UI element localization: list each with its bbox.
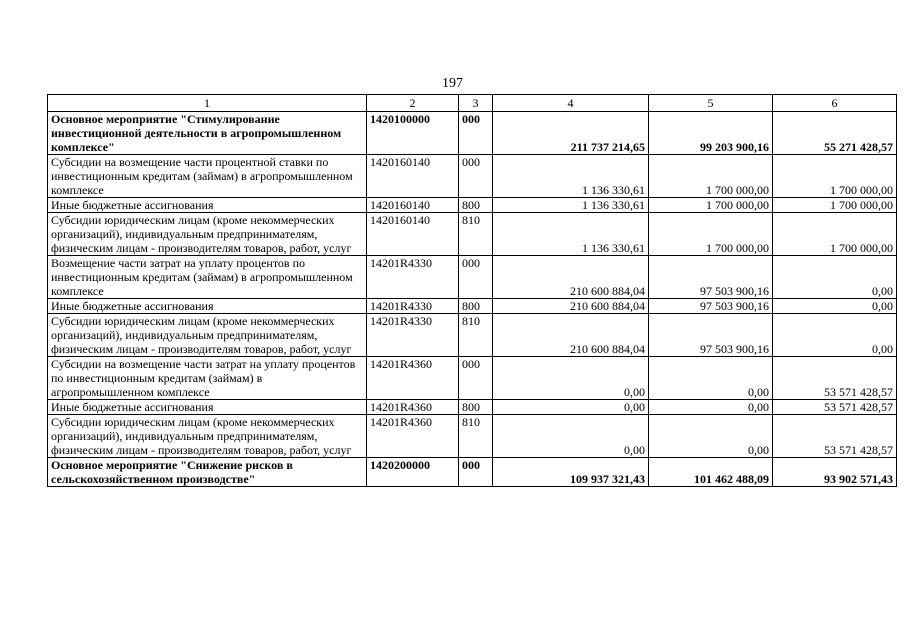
cell-amount-col6: 1 700 000,00	[773, 213, 897, 256]
cell-amount-col6: 0,00	[773, 256, 897, 299]
cell-expense-type: 800	[459, 299, 493, 314]
cell-expense-type: 800	[459, 198, 493, 213]
cell-amount-col5: 1 700 000,00	[649, 198, 773, 213]
cell-amount-col4: 210 600 884,04	[493, 299, 649, 314]
cell-amount-col5: 0,00	[649, 415, 773, 458]
cell-expense-type: 000	[459, 112, 493, 155]
cell-amount-col4: 0,00	[493, 357, 649, 400]
cell-amount-col6: 53 571 428,57	[773, 415, 897, 458]
cell-amount-col4: 109 937 321,43	[493, 458, 649, 487]
column-header: 2	[367, 95, 459, 112]
cell-amount-col5: 97 503 900,16	[649, 299, 773, 314]
cell-amount-col4: 211 737 214,65	[493, 112, 649, 155]
cell-amount-col5: 97 503 900,16	[649, 314, 773, 357]
table-row	[48, 198, 897, 213]
table-row	[48, 400, 897, 415]
table-row	[48, 458, 897, 487]
budget-table	[47, 94, 897, 487]
cell-expense-type: 000	[459, 256, 493, 299]
column-header: 4	[493, 95, 649, 112]
cell-amount-col4: 1 136 330,61	[493, 155, 649, 198]
cell-code: 1420200000	[367, 458, 459, 487]
cell-amount-col6: 1 700 000,00	[773, 155, 897, 198]
cell-code: 14201R4330	[367, 256, 459, 299]
cell-amount-col5: 0,00	[649, 400, 773, 415]
cell-name: Основное мероприятие "Снижение рисков в сельскохозяйственном производстве"	[48, 458, 367, 487]
cell-expense-type: 000	[459, 458, 493, 487]
page-number: 197	[442, 76, 463, 91]
cell-name: Субсидии юридическим лицам (кроме некоммерческих организаций), индивидуальным предпринимателям, физическим лицам - производителям товаров, работ, услуг	[48, 314, 367, 357]
cell-amount-col6: 53 571 428,57	[773, 400, 897, 415]
cell-expense-type: 800	[459, 400, 493, 415]
cell-expense-type: 000	[459, 155, 493, 198]
cell-amount-col6: 53 571 428,57	[773, 357, 897, 400]
cell-code: 1420100000	[367, 112, 459, 155]
cell-expense-type: 810	[459, 314, 493, 357]
cell-amount-col5: 99 203 900,16	[649, 112, 773, 155]
cell-name: Субсидии юридическим лицам (кроме некоммерческих организаций), индивидуальным предпринимателям, физическим лицам - производителям товаров, работ, услуг	[48, 213, 367, 256]
cell-code: 14201R4360	[367, 400, 459, 415]
cell-code: 1420160140	[367, 213, 459, 256]
table-row	[48, 314, 897, 357]
column-header: 3	[459, 95, 493, 112]
cell-name: Основное мероприятие "Стимулирование инвестиционной деятельности в агропромышленном комплексе"	[48, 112, 367, 155]
cell-amount-col5: 101 462 488,09	[649, 458, 773, 487]
cell-amount-col5: 0,00	[649, 357, 773, 400]
cell-amount-col6: 93 902 571,43	[773, 458, 897, 487]
cell-amount-col4: 1 136 330,61	[493, 198, 649, 213]
cell-amount-col6: 55 271 428,57	[773, 112, 897, 155]
cell-expense-type: 810	[459, 415, 493, 458]
column-header: 6	[773, 95, 897, 112]
cell-expense-type: 810	[459, 213, 493, 256]
cell-code: 14201R4330	[367, 314, 459, 357]
table-row	[48, 415, 897, 458]
table-row	[48, 357, 897, 400]
table-row	[48, 155, 897, 198]
cell-amount-col4: 0,00	[493, 415, 649, 458]
cell-amount-col5: 97 503 900,16	[649, 256, 773, 299]
table-row	[48, 299, 897, 314]
header-row	[48, 95, 897, 112]
cell-name: Иные бюджетные ассигнования	[48, 299, 367, 314]
cell-amount-col4: 0,00	[493, 400, 649, 415]
column-header: 5	[649, 95, 773, 112]
cell-amount-col6: 0,00	[773, 299, 897, 314]
cell-code: 1420160140	[367, 155, 459, 198]
cell-expense-type: 000	[459, 357, 493, 400]
cell-amount-col4: 210 600 884,04	[493, 256, 649, 299]
cell-amount-col4: 210 600 884,04	[493, 314, 649, 357]
cell-code: 14201R4360	[367, 357, 459, 400]
cell-code: 14201R4330	[367, 299, 459, 314]
cell-name: Субсидии юридическим лицам (кроме некоммерческих организаций), индивидуальным предпринимателям, физическим лицам - производителям товаров, работ, услуг	[48, 415, 367, 458]
cell-code: 14201R4360	[367, 415, 459, 458]
cell-code: 1420160140	[367, 198, 459, 213]
cell-name: Иные бюджетные ассигнования	[48, 198, 367, 213]
cell-amount-col6: 0,00	[773, 314, 897, 357]
cell-name: Субсидии на возмещение части затрат на уплату процентов по инвестиционным кредитам (займам) в агропромышленном комплексе	[48, 357, 367, 400]
table-row	[48, 213, 897, 256]
column-header: 1	[48, 95, 367, 112]
cell-name: Возмещение части затрат на уплату процентов по инвестиционным кредитам (займам) в агропромышленном комплексе	[48, 256, 367, 299]
cell-amount-col5: 1 700 000,00	[649, 213, 773, 256]
cell-amount-col4: 1 136 330,61	[493, 213, 649, 256]
cell-name: Субсидии на возмещение части процентной ставки по инвестиционным кредитам (займам) в агропромышленном комплексе	[48, 155, 367, 198]
table-row	[48, 256, 897, 299]
table-row	[48, 112, 897, 155]
cell-amount-col5: 1 700 000,00	[649, 155, 773, 198]
cell-amount-col6: 1 700 000,00	[773, 198, 897, 213]
cell-name: Иные бюджетные ассигнования	[48, 400, 367, 415]
